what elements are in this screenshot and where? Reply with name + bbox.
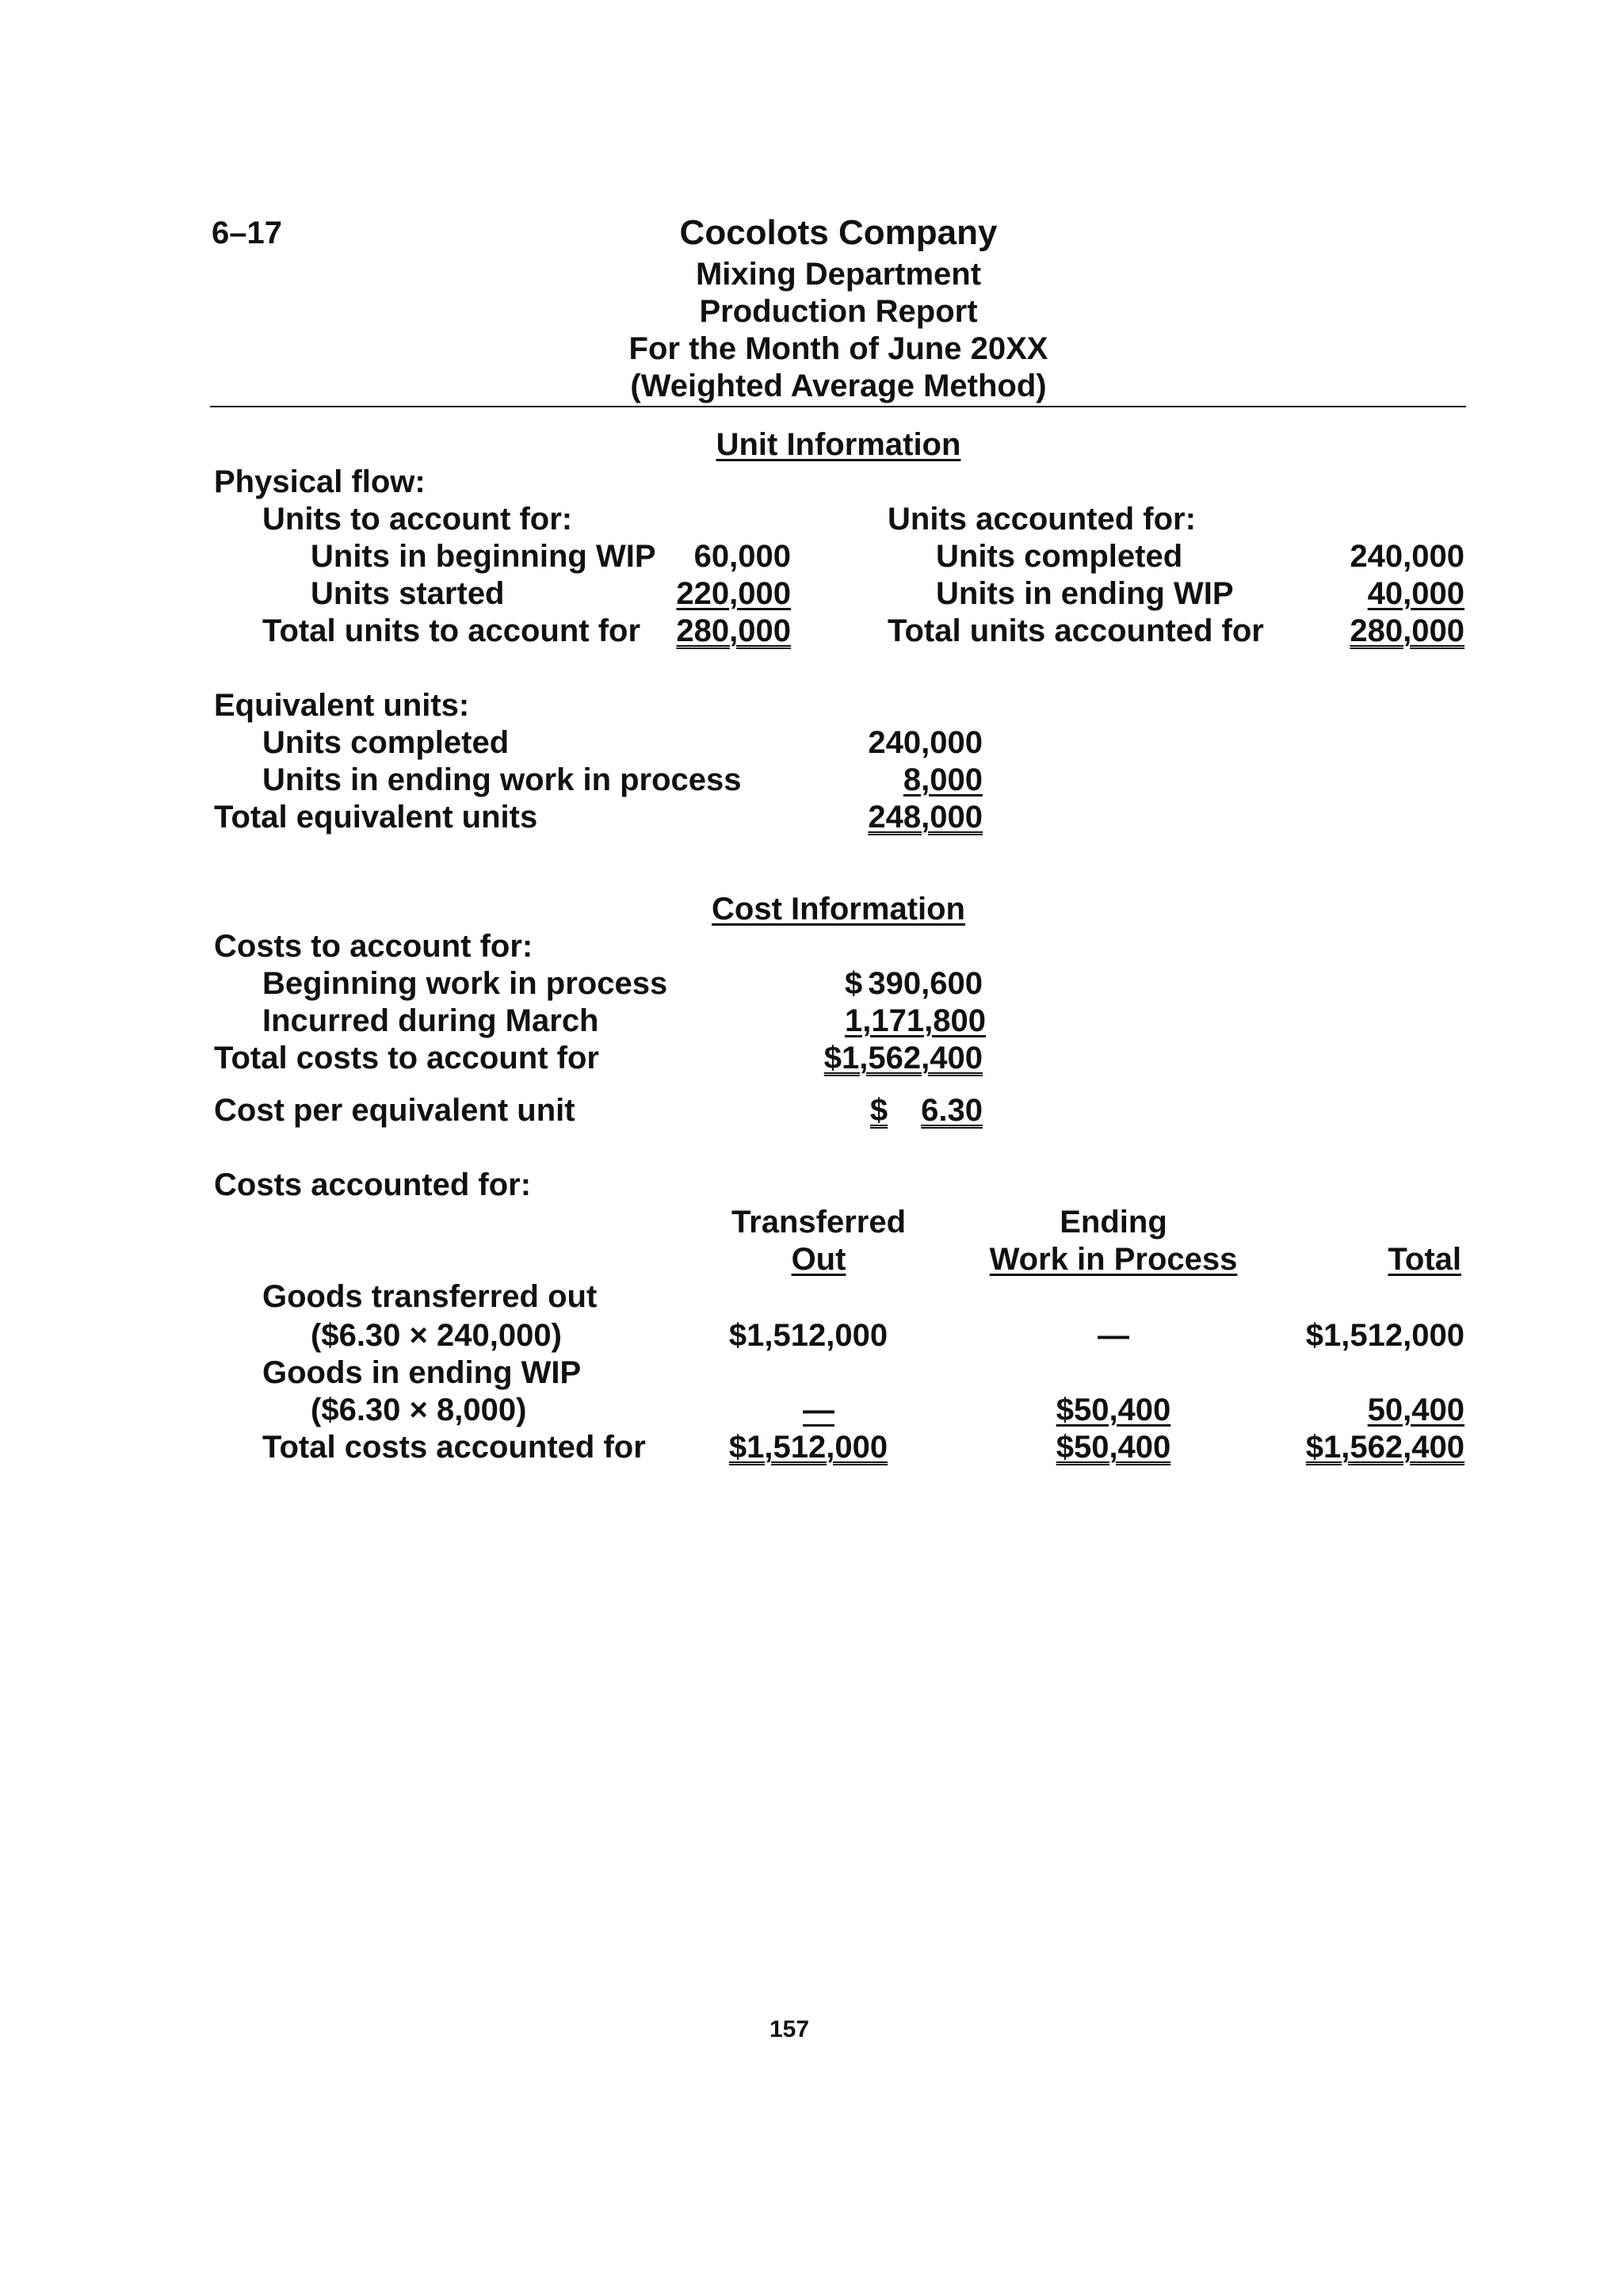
company-name: Cocolots Company xyxy=(679,213,998,252)
total-equivalent-units-label: Total equivalent units xyxy=(214,800,538,835)
total-costs-ending-value: $50,400 xyxy=(1056,1430,1171,1465)
units-to-account-label: Units to account for: xyxy=(262,502,573,537)
total-column-header: Total xyxy=(1388,1242,1461,1277)
beginning-wip-cost-value: 390,600 xyxy=(868,966,983,1001)
ending-column-header-2: Work in Process xyxy=(989,1242,1238,1277)
unit-information-title: Unit Information xyxy=(716,427,961,462)
goods-ending-calc: ($6.30 × 8,000) xyxy=(311,1392,527,1427)
eq-units-completed-value: 240,000 xyxy=(868,725,983,760)
ending-column-header-1: Ending xyxy=(1060,1205,1167,1240)
units-completed-label: Units completed xyxy=(936,539,1183,574)
total-costs-total-value: $1,562,400 xyxy=(1305,1430,1465,1465)
goods-ending-out-value: — xyxy=(803,1392,834,1427)
total-costs-accounted-label: Total costs accounted for xyxy=(262,1430,646,1465)
units-accounted-label: Units accounted for: xyxy=(888,502,1196,537)
total-units-accounted-value: 280,000 xyxy=(1350,613,1465,648)
cost-information-title: Cost Information xyxy=(712,892,965,926)
report-method: (Weighted Average Method) xyxy=(630,369,1047,403)
problem-number: 6–17 xyxy=(212,216,282,250)
equivalent-units-label: Equivalent units: xyxy=(214,688,470,723)
cost-per-unit-value: $ 6.30 xyxy=(869,1093,983,1128)
costs-to-account-label: Costs to account for: xyxy=(214,929,533,964)
units-started-label: Units started xyxy=(311,576,505,611)
goods-ending-ending-value: $50,400 xyxy=(1056,1392,1171,1427)
header-divider xyxy=(210,406,1466,407)
units-completed-value: 240,000 xyxy=(1350,539,1465,574)
beginning-wip-cost-dollar: $ xyxy=(845,966,863,1001)
total-costs-to-account-label: Total costs to account for xyxy=(214,1041,599,1075)
total-costs-out-value: $1,512,000 xyxy=(728,1430,888,1465)
total-equivalent-units-value: 248,000 xyxy=(868,800,983,835)
eq-units-completed-label: Units completed xyxy=(262,725,510,760)
eq-units-ending-value: 8,000 xyxy=(903,762,983,797)
transferred-column-header-1: Transferred xyxy=(731,1205,907,1240)
goods-transferred-ending-value: — xyxy=(1098,1318,1129,1353)
transferred-column-header-2: Out xyxy=(791,1242,846,1277)
beginning-wip-cost-label: Beginning work in process xyxy=(262,966,668,1001)
ending-wip-value: 40,000 xyxy=(1367,576,1465,611)
incurred-cost-value: 1,171,800 xyxy=(845,1003,986,1038)
report-title: Production Report xyxy=(699,294,978,329)
total-units-to-account-label: Total units to account for xyxy=(262,613,641,648)
cost-per-unit-label: Cost per equivalent unit xyxy=(214,1093,575,1128)
beginning-wip-label: Units in beginning WIP xyxy=(311,539,656,574)
total-costs-to-account-value: $1,562,400 xyxy=(823,1041,983,1075)
total-units-to-account-value: 280,000 xyxy=(676,613,791,648)
department-name: Mixing Department xyxy=(695,257,982,292)
goods-transferred-total-value: $1,512,000 xyxy=(1305,1318,1465,1353)
incurred-cost-label: Incurred during March xyxy=(262,1003,599,1038)
total-units-accounted-label: Total units accounted for xyxy=(888,613,1264,648)
goods-transferred-out-value: $1,512,000 xyxy=(728,1318,888,1353)
physical-flow-label: Physical flow: xyxy=(214,464,426,499)
goods-transferred-label: Goods transferred out xyxy=(262,1279,598,1314)
report-period: For the Month of June 20XX xyxy=(628,331,1048,366)
units-started-value: 220,000 xyxy=(676,576,791,611)
page-number: 157 xyxy=(769,2016,810,2042)
ending-wip-label: Units in ending WIP xyxy=(936,576,1234,611)
beginning-wip-value: 60,000 xyxy=(693,539,791,574)
goods-ending-total-value: 50,400 xyxy=(1367,1392,1465,1427)
eq-units-ending-label: Units in ending work in process xyxy=(262,762,742,797)
costs-accounted-label: Costs accounted for: xyxy=(214,1167,532,1202)
goods-ending-label: Goods in ending WIP xyxy=(262,1355,582,1390)
goods-transferred-calc: ($6.30 × 240,000) xyxy=(311,1318,562,1353)
